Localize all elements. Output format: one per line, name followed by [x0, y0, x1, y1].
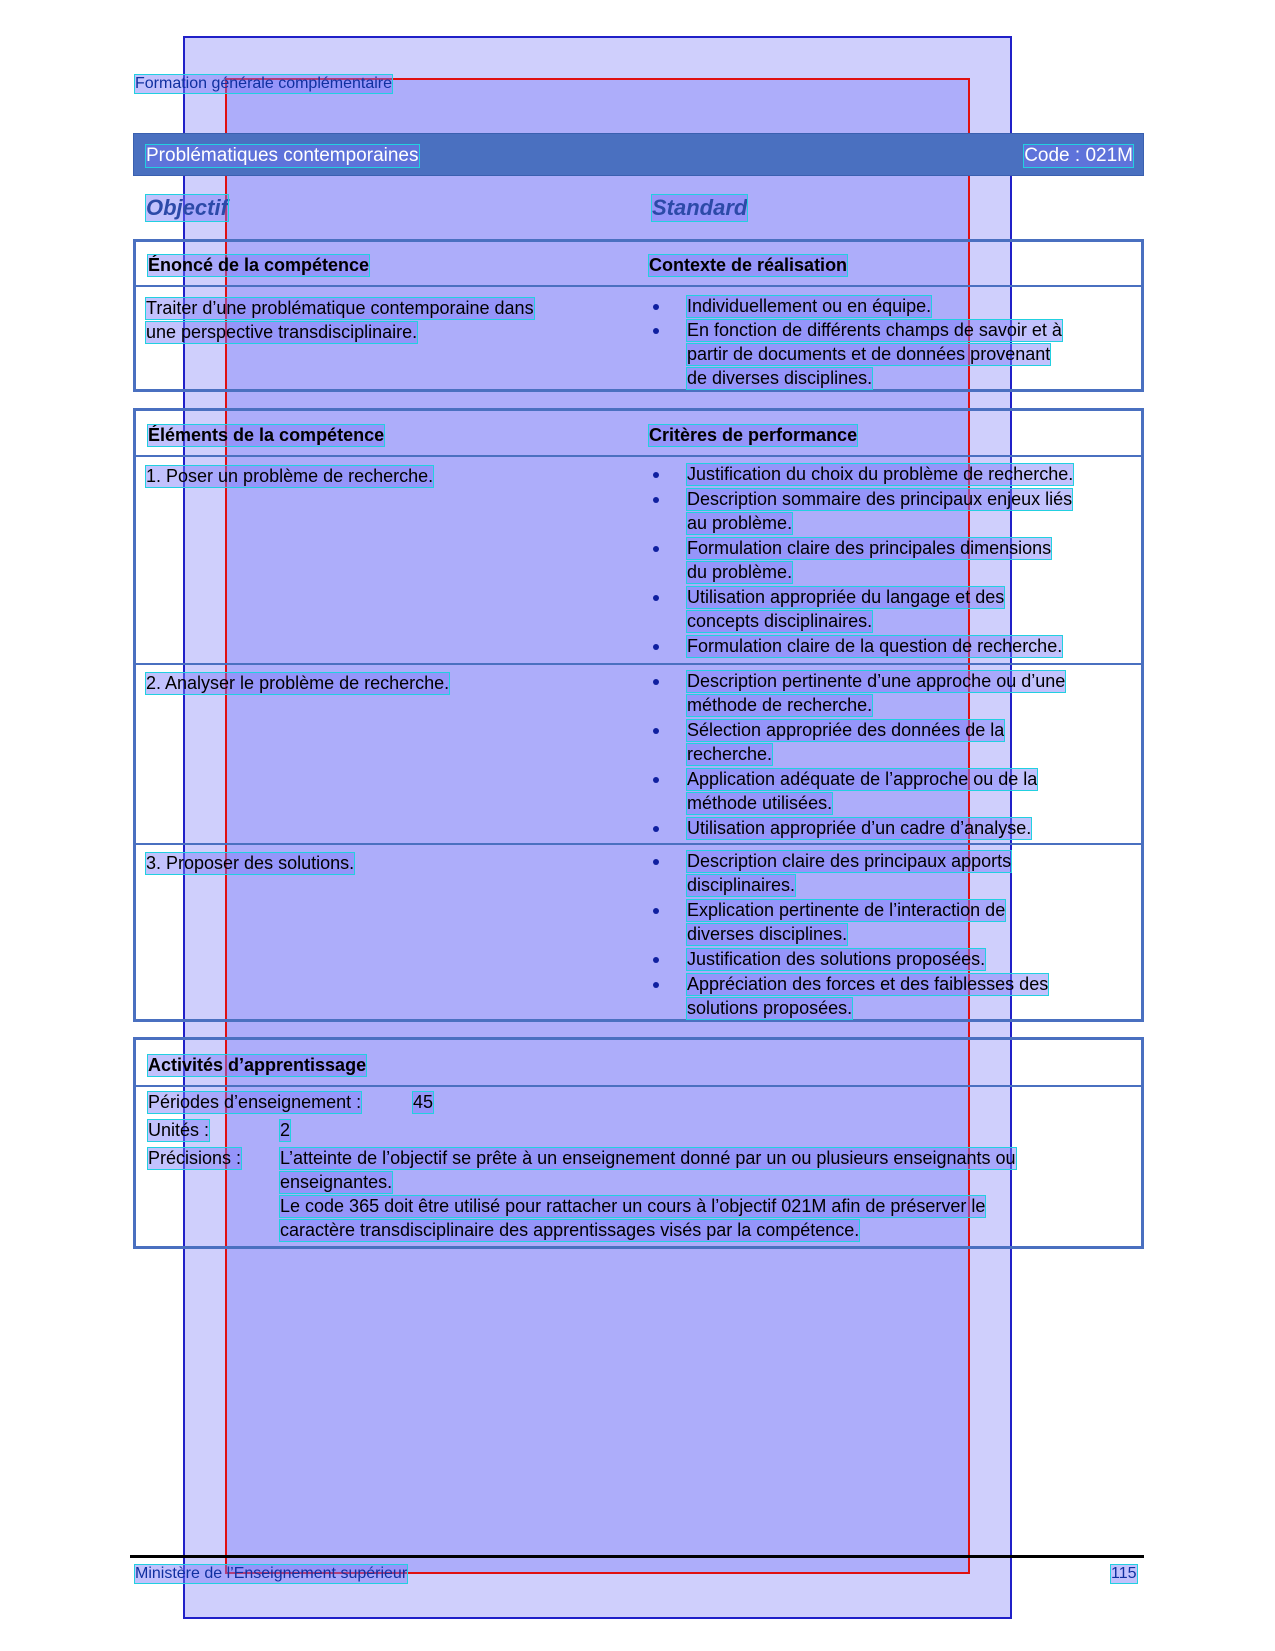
header-divider — [136, 455, 1141, 457]
element-item: 3. Proposer des solutions. — [146, 853, 355, 873]
bullet-icon — [653, 679, 659, 685]
criterion-line: diverses disciplines. — [687, 924, 848, 944]
bullet-icon — [653, 497, 659, 503]
precisions-line: L’atteinte de l’objectif se prête à un enseignement donné par un ou plusieurs enseignants ou — [280, 1148, 1016, 1168]
bullet-icon — [653, 546, 659, 552]
bullet-icon — [653, 328, 659, 334]
header-divider — [136, 1085, 1141, 1087]
enonce-line: Traiter d’une problématique contemporaine dans — [146, 298, 534, 318]
activites-box — [133, 1037, 1144, 1249]
contexte-line: Individuellement ou en équipe. — [687, 296, 932, 316]
precisions-line: caractère transdisciplinaire des apprentissages visés par la compétence. — [280, 1220, 860, 1240]
bullet-icon — [653, 859, 659, 865]
criterion-line: Justification du choix du problème de recherche. — [687, 464, 1074, 484]
unites-value: 2 — [280, 1120, 291, 1140]
unites-label: Unités : — [148, 1120, 210, 1140]
periodes-label: Périodes d’enseignement : — [148, 1092, 362, 1112]
criterion-line: Utilisation appropriée du langage et des — [687, 587, 1005, 607]
criterion-line: disciplinaires. — [687, 875, 796, 895]
bullet-icon — [653, 595, 659, 601]
activites-header: Activités d’apprentissage — [148, 1055, 367, 1075]
elements-header: Éléments de la compétence — [148, 425, 385, 445]
criterion-line: Sélection appropriée des données de la — [687, 720, 1005, 740]
criteres-header: Critères de performance — [649, 425, 858, 445]
row-divider — [136, 663, 1141, 665]
criterion-line: Description sommaire des principaux enjeux liés — [687, 489, 1073, 509]
bullet-icon — [653, 472, 659, 478]
header-divider — [136, 285, 1141, 287]
criterion-line: Application adéquate de l’approche ou de la — [687, 769, 1038, 789]
criterion-line: Appréciation des forces et des faiblesses des — [687, 974, 1049, 994]
criterion-line: Description pertinente d’une approche ou d’une — [687, 671, 1066, 691]
bullet-icon — [653, 982, 659, 988]
elements-box — [133, 408, 1144, 1022]
element-item: 1. Poser un problème de recherche. — [146, 466, 434, 486]
footer-rule — [130, 1555, 1144, 1558]
contexte-line: En fonction de différents champs de savoir et à — [687, 320, 1062, 340]
contexte-line: de diverses disciplines. — [687, 368, 873, 388]
footer-ministry: Ministère de l’Enseignement supérieur — [135, 1565, 408, 1582]
page-number: 115 — [1111, 1565, 1137, 1582]
criterion-line: Explication pertinente de l’interaction de — [687, 900, 1006, 920]
bullet-icon — [653, 777, 659, 783]
enonce-box — [133, 239, 1144, 392]
bullet-icon — [653, 304, 659, 310]
criterion-line: méthode utilisées. — [687, 793, 833, 813]
criterion-line: Formulation claire des principales dimensions — [687, 538, 1052, 558]
bullet-icon — [653, 826, 659, 832]
enonce-header: Énoncé de la compétence — [148, 255, 370, 275]
running-title: Formation générale complémentaire — [135, 75, 393, 92]
precisions-line: enseignantes. — [280, 1172, 393, 1192]
criterion-line: du problème. — [687, 562, 793, 582]
criterion-line: Utilisation appropriée d’un cadre d’analyse. — [687, 818, 1032, 838]
criterion-line: Justification des solutions proposées. — [687, 949, 986, 969]
banner-code: Code : 021M — [1024, 145, 1133, 166]
criterion-line: Description claire des principaux apports — [687, 851, 1012, 871]
bullet-icon — [653, 644, 659, 650]
banner-title: Problématiques contemporaines — [146, 145, 419, 166]
criterion-line: Formulation claire de la question de recherche. — [687, 636, 1063, 656]
criterion-line: solutions proposées. — [687, 998, 853, 1018]
course-banner — [133, 133, 1144, 176]
enonce-line: une perspective transdisciplinaire. — [146, 322, 418, 342]
criterion-line: concepts disciplinaires. — [687, 611, 873, 631]
standard-title: Standard — [652, 195, 748, 220]
criterion-line: méthode de recherche. — [687, 695, 873, 715]
periodes-value: 45 — [413, 1092, 434, 1112]
bullet-icon — [653, 908, 659, 914]
row-divider — [136, 843, 1141, 845]
precisions-label: Précisions : — [148, 1148, 242, 1168]
contexte-header: Contexte de réalisation — [649, 255, 848, 275]
bullet-icon — [653, 957, 659, 963]
element-item: 2. Analyser le problème de recherche. — [146, 673, 450, 693]
contexte-line: partir de documents et de données provenant — [687, 344, 1051, 364]
objectif-title: Objectif — [146, 195, 228, 220]
criterion-line: au problème. — [687, 513, 793, 533]
criterion-line: recherche. — [687, 744, 773, 764]
precisions-line: Le code 365 doit être utilisé pour rattacher un cours à l’objectif 021M afin de préserver le — [280, 1196, 986, 1216]
bullet-icon — [653, 728, 659, 734]
